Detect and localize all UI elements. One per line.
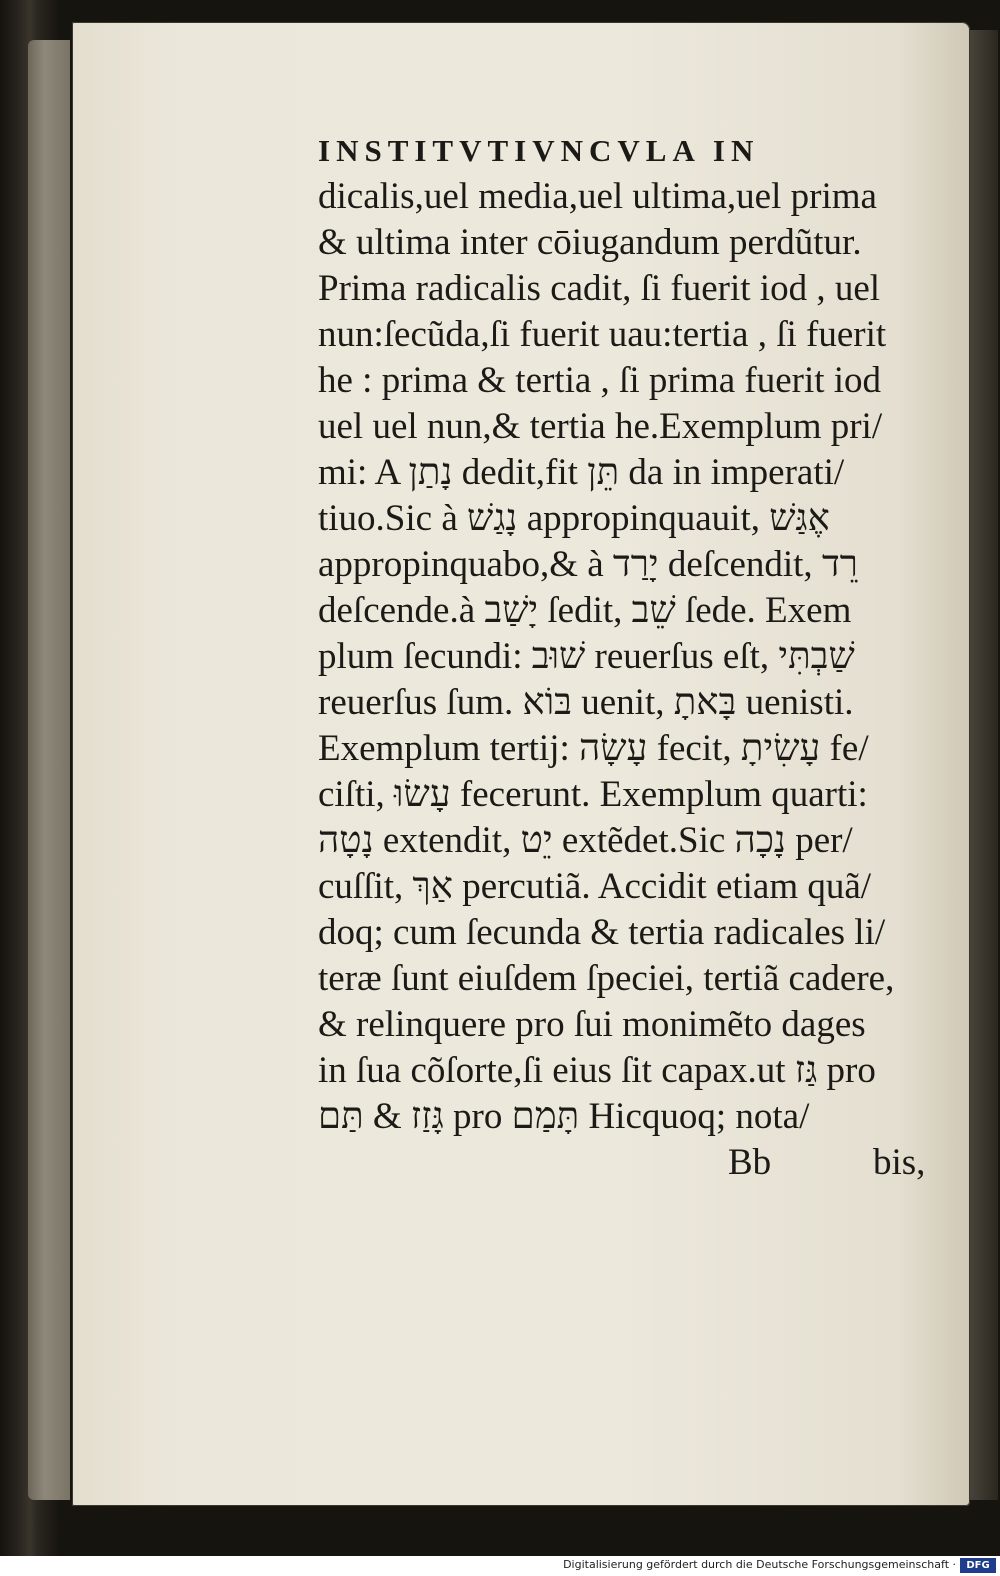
- text-line: נָטָה extendit, יֵט extẽdet.Sic נָכָה per/: [318, 820, 853, 861]
- text-line: & relinquere pro ſui monimẽto dages: [318, 1004, 866, 1045]
- book-spine: [28, 40, 70, 1500]
- signature-mark: Bb: [728, 1142, 772, 1183]
- footer-credit: Digitalisierung gefördert durch die Deutsche Forschungsgemeinschaft ·: [563, 1558, 956, 1571]
- text-line: גָּזַז & תַּם pro תָּמַם Hicquoq; nota/: [318, 1096, 810, 1137]
- text-line: he : prima & tertia , ſi prima fuerit iod: [318, 360, 882, 401]
- text-lines: [318, 174, 938, 1140]
- signature-line: [318, 1140, 938, 1186]
- book-edge: [968, 30, 998, 1500]
- text-line: in ſua cõſorte,ſi eius ſit capax.ut גַּז pro: [318, 1050, 876, 1091]
- text-line: nun:ſecũda,ſi fuerit uau:tertia , ſi fuerit: [318, 314, 887, 355]
- text-line: deſcende.à יָשַׁב ſedit, שֵׁב ſede. Exem: [318, 590, 852, 631]
- page-text-block: [318, 128, 938, 1186]
- text-line: uel uel nun,& tertia he.Exemplum pri/: [318, 406, 883, 447]
- text-line: plum ſecundi: שׁוּב reuerſus eſt, שַׁבְתִּי: [318, 636, 855, 677]
- footer-bar: [0, 1556, 1000, 1576]
- text-line: Exemplum tertij: עָשָׂה fecit, עָשִׂיתָ fe/: [318, 728, 869, 769]
- dfg-logo: DFG: [960, 1558, 996, 1573]
- text-line: ciſti, עָשׂוּ fecerunt. Exemplum quarti:: [318, 774, 868, 815]
- text-line: Prima radicalis cadit, ſi fuerit iod , uel: [318, 268, 881, 309]
- text-line: cuſſit, אַךְ percutiã. Accidit etiam quã/: [318, 866, 872, 907]
- text-line: & ultima inter cōiugandum perdũtur.: [318, 222, 862, 263]
- running-head: INSTITVTIVNCVLA IN: [318, 133, 760, 168]
- text-line: tiuo.Sic à נָגַשׁ appropinquauit, אֶגַּשׁ: [318, 498, 830, 539]
- text-line: dicalis,uel media,uel ultima,uel prima: [318, 176, 877, 217]
- text-line: reuerſus ſum. בּוֹא uenit, בָּאתָ uenisti.: [318, 682, 854, 723]
- text-line: doq; cum ſecunda & tertia radicales li/: [318, 912, 886, 953]
- text-line: mi: A נָתַן dedit,fit תֵּן da in imperati/: [318, 452, 845, 493]
- text-line: appropinquabo,& à יָרַד deſcendit, רֵד: [318, 544, 858, 585]
- catchword: bis,: [873, 1142, 926, 1183]
- text-line: teræ ſunt eiuſdem ſpeciei, tertiã cadere,: [318, 958, 895, 999]
